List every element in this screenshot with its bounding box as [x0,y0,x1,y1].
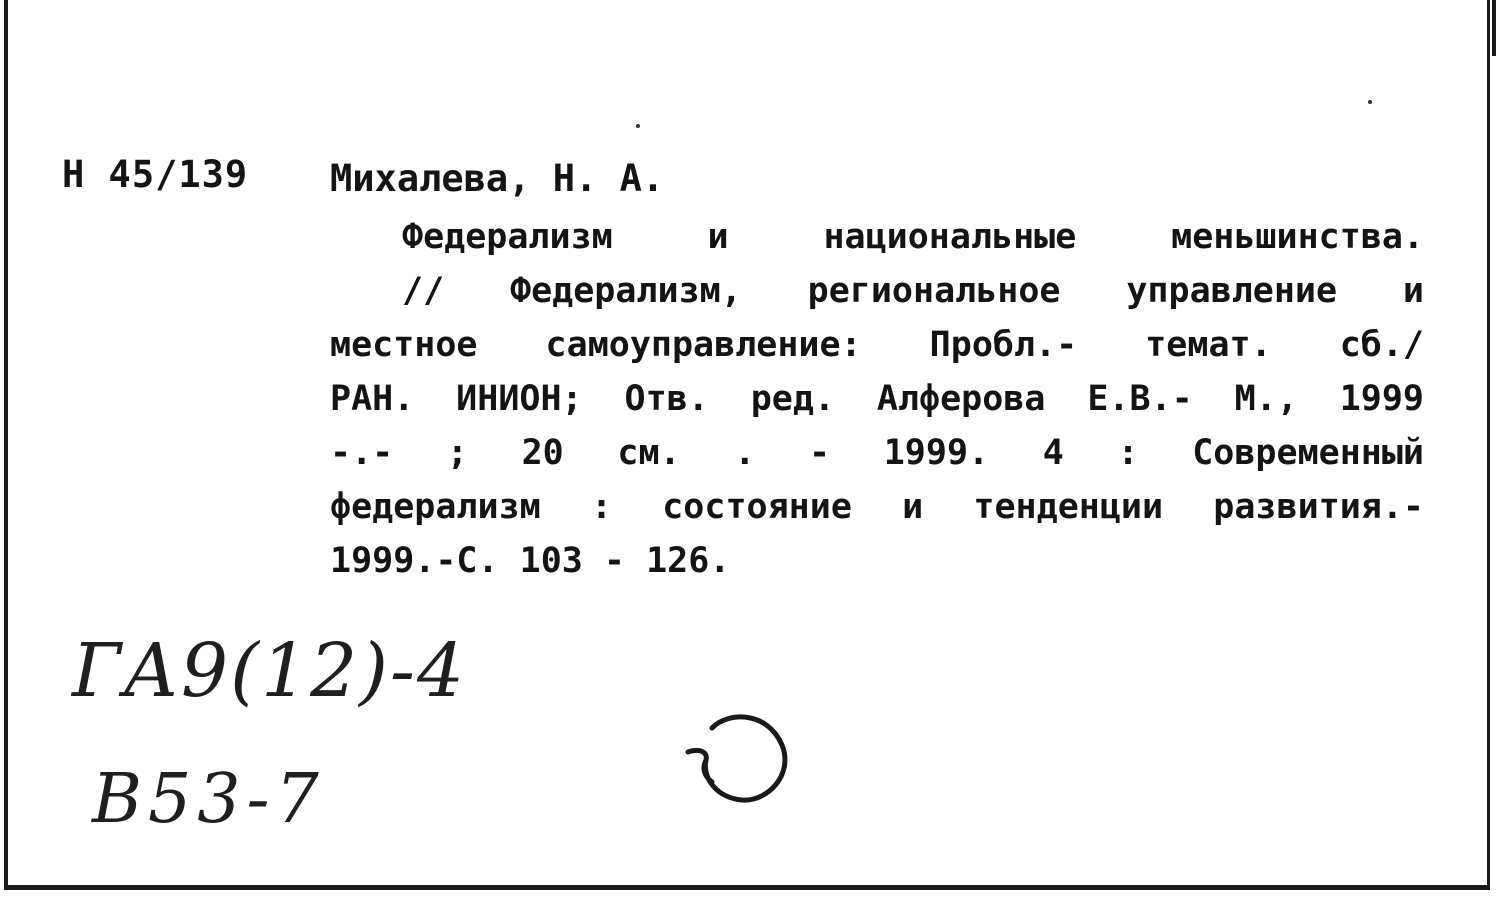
record-line: // Федерализм, региональное управление и [402,271,1424,311]
record-line: 1999.-С. 103 - 126. [330,541,731,581]
hole-punch-mark [672,690,802,820]
author-name: Михалева, Н. А. [330,157,665,200]
speck [1368,100,1372,104]
corner-mark [1492,0,1496,56]
record-line: федерализм : состояние и тенденции развития.- [330,487,1424,527]
handwritten-classification-code: ГА9(12)-4 [72,628,467,714]
record-line: -.- ; 20 см. . - 1999. 4 : Современный [330,433,1424,473]
record-line: РАН. ИНИОН; Отв. ред. Алферова Е.В.- М., 1999 [330,379,1424,419]
record-title: Федерализм и национальные меньшинства. [402,217,1424,257]
speck [636,124,640,128]
handwritten-number: В53-7 [92,760,325,839]
shelfmark: Н 45/139 [62,153,249,196]
record-line: местное самоуправление: Пробл.- темат. сб./ [330,325,1424,365]
